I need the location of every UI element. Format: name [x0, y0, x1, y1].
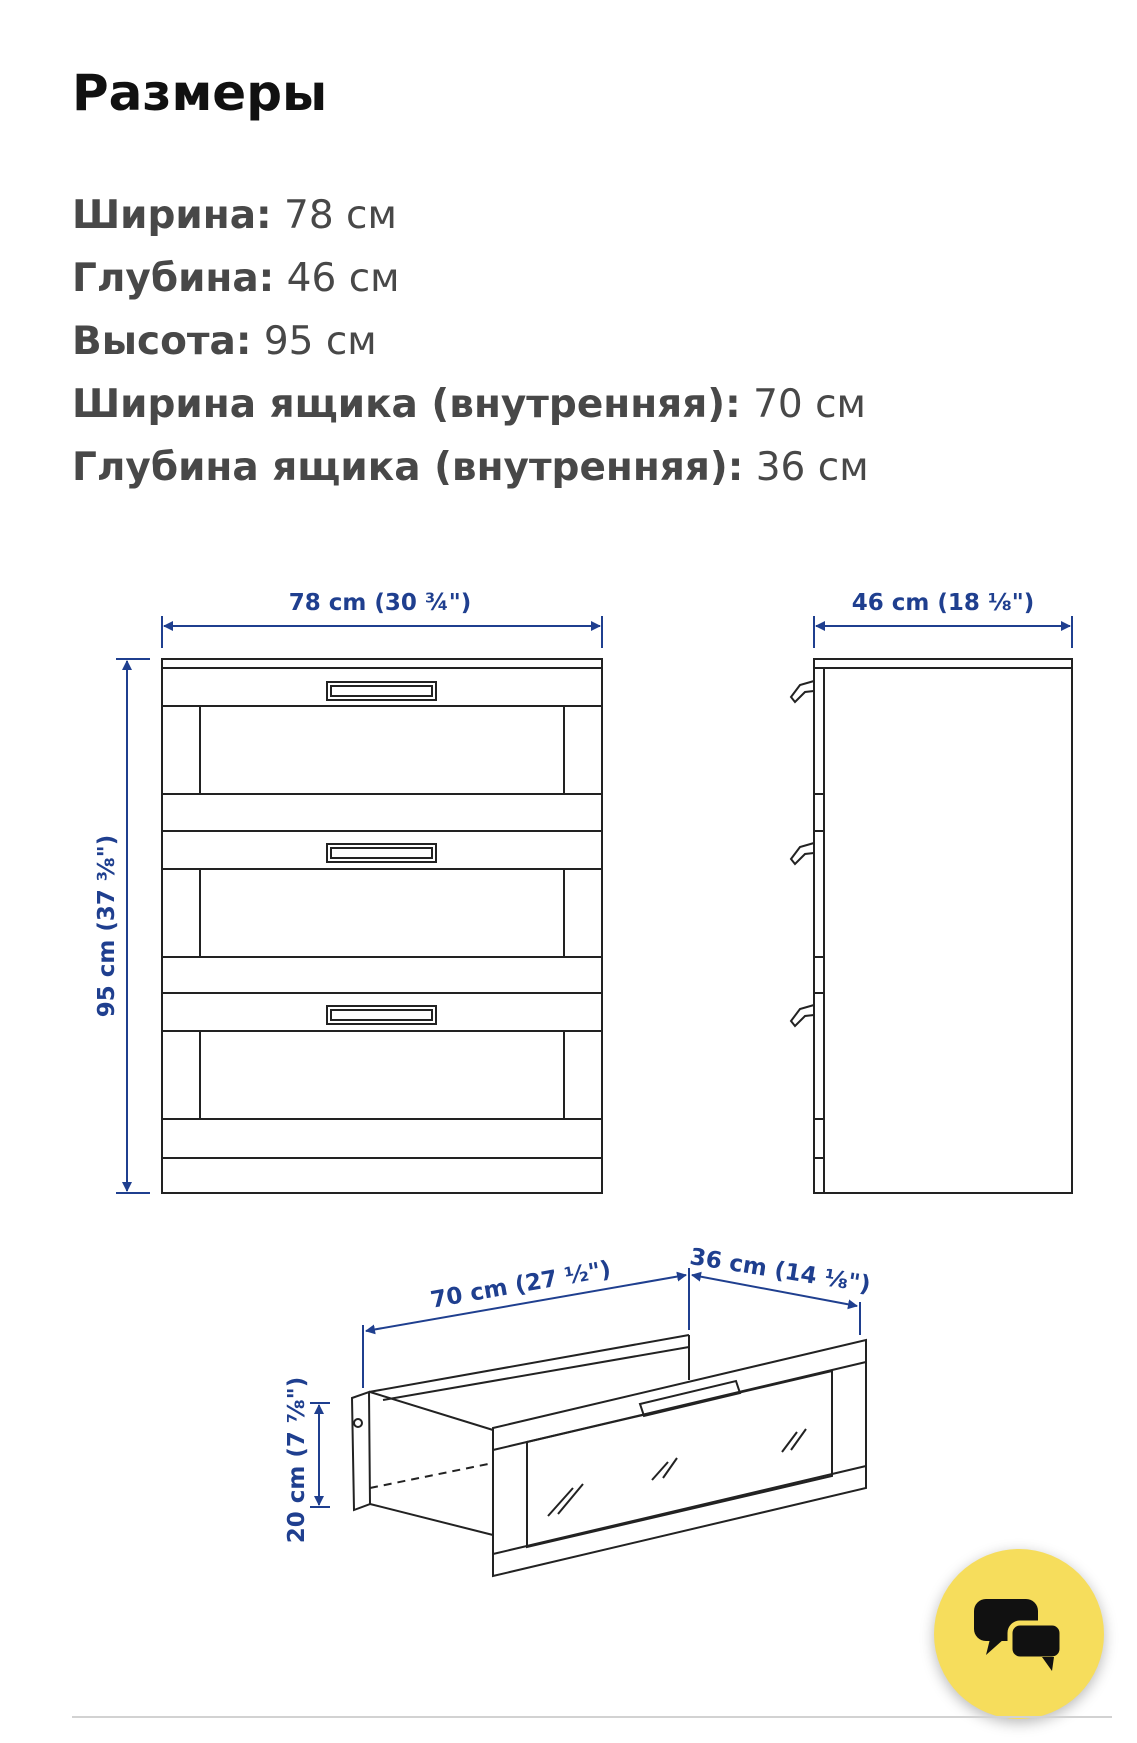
dimension-lines	[116, 616, 1072, 1507]
spec-drawer-width	[72, 373, 869, 436]
spec-width	[72, 184, 869, 247]
spec-value: 46 см	[286, 256, 400, 301]
spec-height	[72, 310, 869, 373]
chat-button[interactable]	[934, 1549, 1104, 1719]
spec-label: Глубина:	[72, 256, 275, 301]
spec-value: 36 см	[755, 445, 869, 490]
spec-label: Ширина:	[72, 193, 272, 238]
spec-value: 78 см	[284, 193, 397, 238]
dim-front-width: 78 cm (30 ¾")	[288, 590, 472, 616]
dimension-drawing	[0, 560, 1137, 1600]
chat-bubbles-icon	[974, 1597, 1064, 1673]
side-view	[791, 659, 1072, 1193]
dim-drawer-depth: 36 cm (14 ⅛")	[687, 1243, 873, 1299]
dim-drawer-height: 20 cm (7 ⅞")	[284, 1376, 310, 1544]
dim-drawer-width: 70 cm (27 ½")	[428, 1256, 613, 1314]
spec-list	[72, 184, 869, 499]
spec-value: 95 см	[263, 319, 377, 364]
spec-label: Ширина ящика (внутренняя):	[72, 382, 741, 427]
spec-value: 70 см	[753, 382, 866, 427]
spec-depth	[72, 247, 869, 310]
drawer-view	[352, 1335, 866, 1576]
dim-height: 95 cm (37 ⅜")	[94, 834, 120, 1018]
dim-side-depth: 46 cm (18 ⅛")	[851, 590, 1035, 616]
front-view	[162, 659, 602, 1193]
spec-label: Глубина ящика (внутренняя):	[72, 445, 744, 490]
spec-label: Высота:	[72, 319, 252, 364]
page-title: Размеры	[72, 64, 328, 122]
spec-drawer-depth	[72, 436, 869, 499]
section-divider	[72, 1716, 1112, 1718]
